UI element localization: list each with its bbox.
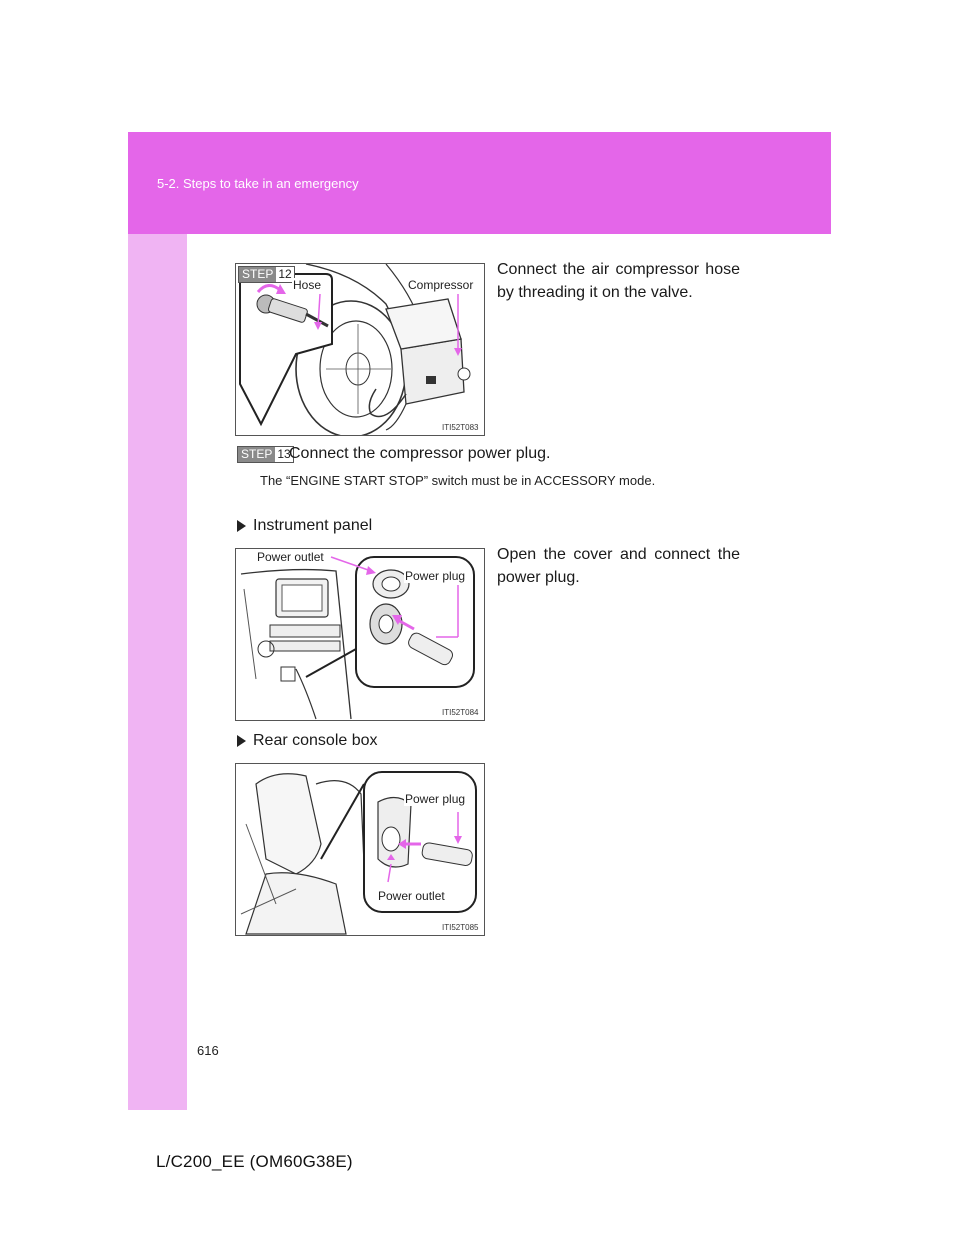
triangle-bullet-icon	[237, 735, 246, 747]
callout-hose: Hose	[293, 278, 322, 292]
instrument-panel-heading	[237, 516, 372, 536]
callout-power-plug: Power plug	[405, 569, 466, 583]
step-13-text: Connect the compressor power plug.	[289, 445, 551, 462]
figure-rear-console	[235, 763, 485, 936]
step-12-badge	[238, 266, 295, 283]
step-13-badge	[237, 446, 294, 463]
callout-power-outlet: Power outlet	[378, 889, 445, 903]
callout-power-outlet: Power outlet	[257, 550, 324, 564]
section-title: 5-2. Steps to take in an emergency	[157, 176, 359, 191]
step-number: 12	[278, 267, 292, 281]
figure-code: ITI52T084	[442, 708, 479, 717]
section-header	[128, 132, 831, 234]
figure-code: ITI52T083	[442, 423, 479, 432]
callout-power-plug: Power plug	[405, 792, 466, 806]
step-12-text: Connect the air compressor hose by threading it on the valve.	[497, 261, 740, 301]
page-number: 616	[197, 1043, 219, 1058]
step-number: 13	[277, 447, 291, 461]
illustration-rear-console	[236, 764, 484, 935]
step-label: STEP	[238, 447, 275, 462]
figure-code: ITI52T085	[442, 923, 479, 932]
heading-text: Instrument panel	[253, 517, 373, 534]
figure-instrument-panel	[235, 548, 485, 721]
heading-text: Rear console box	[253, 732, 378, 749]
callout-compressor: Compressor	[408, 278, 474, 292]
triangle-bullet-icon	[237, 520, 246, 532]
figure-compressor-hose	[235, 263, 485, 436]
step-label: STEP	[239, 267, 276, 282]
footer-model-code: L/C200_EE (OM60G38E)	[156, 1152, 353, 1171]
sidebar-tab	[128, 234, 187, 1110]
rear-console-heading	[237, 731, 378, 751]
instrument-panel-text: Open the cover and connect the power plug.	[497, 546, 740, 586]
step-13-note: The “ENGINE START STOP” switch must be in ACCESSORY mode.	[260, 473, 656, 488]
